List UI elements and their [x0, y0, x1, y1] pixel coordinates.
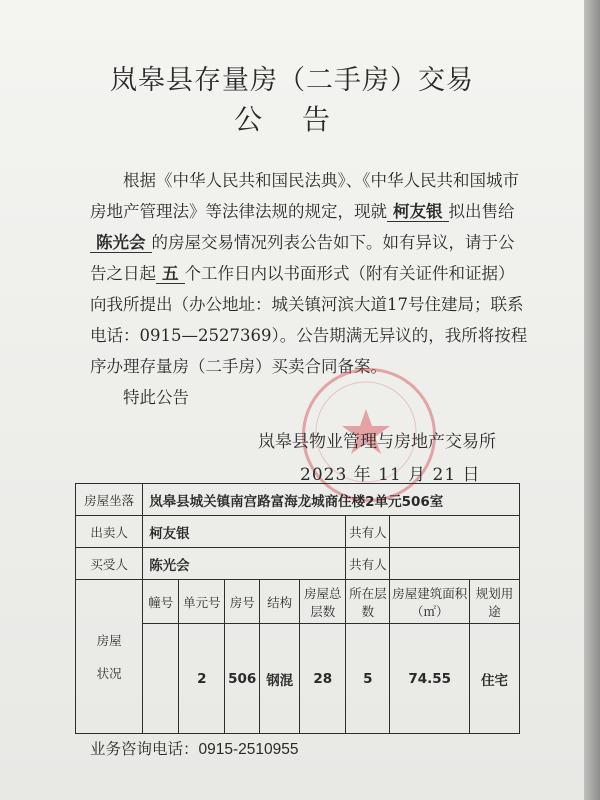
header-total-floors: 房屋总层数 — [300, 580, 346, 624]
value-unit-no: 2 — [179, 624, 225, 734]
header-structure: 结构 — [260, 580, 300, 624]
notice-title: 岚皋县存量房（二手房）交易 — [110, 65, 474, 96]
co-owner-label: 共有人 — [346, 516, 390, 548]
value-total-floors: 28 — [300, 624, 346, 734]
property-info-table — [75, 483, 520, 734]
notice-subtitle: 公告 — [233, 103, 370, 136]
co-buyer-label: 共有人 — [346, 548, 390, 580]
objection-days: 五 — [156, 264, 185, 284]
location-label: 房屋坐落 — [76, 484, 143, 516]
value-usage: 住宅 — [470, 624, 520, 734]
issuer-name: 岚皋县物业管理与房地产交易所 — [258, 432, 496, 452]
header-building-no: 幢号 — [143, 580, 179, 624]
header-unit-no: 单元号 — [179, 580, 225, 624]
header-usage: 规划用途 — [470, 580, 520, 624]
value-structure: 钢混 — [260, 624, 300, 734]
paragraph-text-1: 根据《中华人民共和国民法典》、《中华人民共和国城市房地产管理法》等法律法规的规定，现就 — [90, 171, 519, 221]
header-area: 房屋建筑面积（㎡） — [390, 580, 470, 624]
buyer-name: 陈光会 — [90, 233, 152, 253]
value-building-no — [143, 624, 179, 734]
page-edge — [584, 0, 600, 800]
paragraph-text-4: 个工作日内以书面形式（附有关证件和证据）向我所提出（办公地址：城关镇河滨大道17号住建局；联系电话：0915—2527369）。公告期满无异议的，我所将按程序办理存量房（二手房）买卖合同备案。 — [90, 264, 528, 376]
paragraph-text-3: 的房屋交易情况列表公告如下。如有异议，请于公告之日起 — [90, 233, 515, 283]
business-hotline: 业务咨询电话：0915-2510955 — [90, 741, 299, 758]
notice-paragraph — [90, 165, 530, 382]
value-area: 74.55 — [390, 624, 470, 734]
header-room-no: 房号 — [225, 580, 260, 624]
issue-date: 2023 年 11 月 21 日 — [300, 465, 481, 485]
closing-text: 特此公告 — [123, 388, 189, 407]
value-room-no: 506 — [225, 624, 260, 734]
seller-name: 柯友银 — [387, 202, 449, 222]
co-buyer-value — [390, 548, 520, 580]
property-status-label: 房屋 状况 — [76, 580, 143, 734]
seller-value: 柯友银 — [143, 516, 346, 548]
co-owner-value — [390, 516, 520, 548]
buyer-label: 买受人 — [76, 548, 143, 580]
buyer-value: 陈光会 — [143, 548, 346, 580]
header-floor: 所在层数 — [346, 580, 390, 624]
value-floor: 5 — [346, 624, 390, 734]
location-value: 岚皋县城关镇南宫路富海龙城商住楼2单元506室 — [143, 484, 520, 516]
paragraph-text-2: 拟出售给 — [448, 202, 515, 221]
seller-label: 出卖人 — [76, 516, 143, 548]
